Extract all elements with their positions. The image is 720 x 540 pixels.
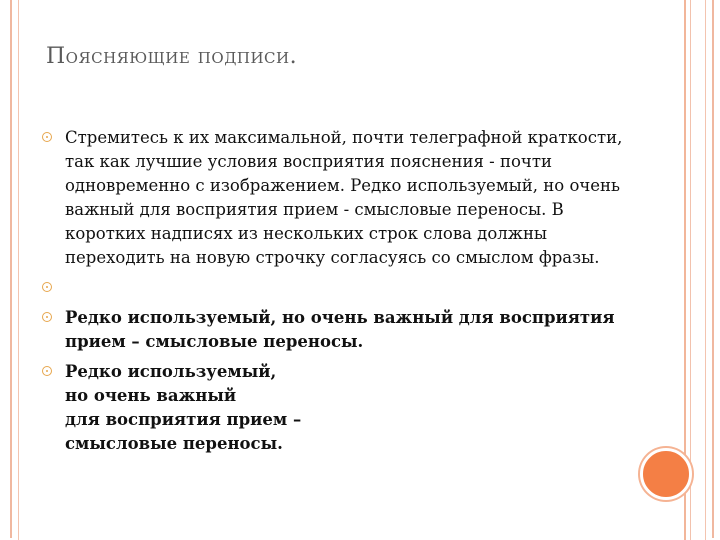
list-item-line: Редко используемый, [65, 362, 277, 381]
slide-title: Поясняющие подписи. [46, 44, 298, 69]
decorative-circle [640, 448, 692, 500]
list-item-text: Стремитесь к их максимальной, почти телеграфной краткости, так как лучшие условия восприятия пояснения - почти одновременно с изображением. Редко используемый, но очень важный для восприятия прием - смысловые переносы. В коротких надписях из нескольких строк слова должны переходить на новую строчку согласуясь со смыслом фразы. [65, 128, 623, 267]
list-item [40, 126, 640, 270]
list-item [40, 360, 640, 456]
list-item [40, 306, 640, 354]
list-item-line: смысловые переносы. [65, 434, 283, 453]
bullet-icon [42, 312, 52, 322]
bullet-icon [42, 366, 52, 376]
list-item-line: для восприятия прием – [65, 410, 302, 429]
bullet-icon [42, 132, 52, 142]
bullet-icon [42, 282, 52, 292]
list-item-text: Редко используемый, но очень важный для восприятия прием – смысловые переносы. [65, 308, 615, 351]
bullet-list [40, 126, 640, 456]
right-decor-stripe-thin [690, 0, 691, 540]
list-item-line: но очень важный [65, 386, 237, 405]
list-item-empty [40, 276, 640, 300]
